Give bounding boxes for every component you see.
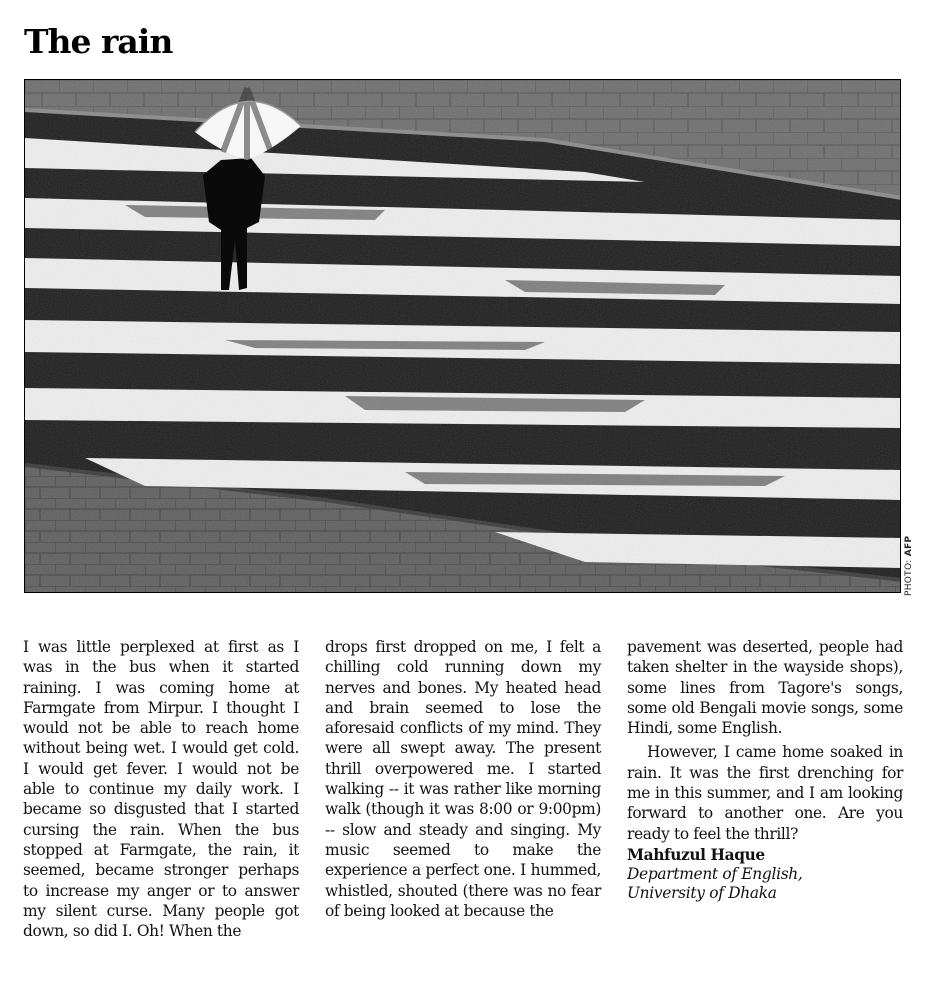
- column-1-text: I was little perplexed at first as I was in the bus when it started raining. I was coming home at Farmgate from Mirpur. I thought I would not be able to reach home without being wet. I would get cold. I would get fever. I would not be able to continue my daily work. I became so disgusted that I started cursing the rain. When the bus stopped at Farmgate, the rain, it seemed, became stronger perhaps to increase my anger or to answer my silent curse. Many people got down, so did I. Oh! When the: [23, 638, 299, 941]
- column-2-text: drops first dropped on me, I felt a chilling cold running down my nerves and bones. My heated head and brain seemed to lose the aforesaid conflicts of my mind. They were all swept away. The present thrill overpowered me. I started walking -- it was rather like morning walk (though it was 8:00 or 9:00pm) -- slow and steady and singing. My music seemed to make the experience a perfect one. I hummed, whistled, shouted (there was no fear of being looked at because the: [325, 638, 601, 920]
- photo-credit-prefix: PHOTO:: [904, 559, 914, 596]
- article-column-2: [325, 637, 601, 921]
- article-column-3: [627, 637, 903, 903]
- department-line-1: Department of English,: [627, 864, 803, 883]
- article-column-1: [23, 637, 299, 941]
- photo-credit: [904, 536, 914, 596]
- crosswalk-photo: [25, 80, 901, 593]
- photo-credit-agency: AFP: [904, 535, 914, 557]
- article-headline: The rain: [24, 22, 173, 61]
- author-department: [627, 865, 903, 903]
- department-line-2: University of Dhaka: [627, 883, 777, 902]
- column-3-paragraph-1: pavement was deserted, people had taken shelter in the wayside shops), some lines from Tagore's songs, some old Bengali movie songs, some Hindi, some English.: [627, 638, 903, 738]
- author-name: Mahfuzul Haque: [627, 845, 765, 864]
- column-3-paragraph-2: However, I came home soaked in rain. It was the first drenching for me in this summer, and I am looking forward to another one. Are you ready to feel the thrill?: [627, 743, 903, 843]
- article-photo: [24, 79, 901, 593]
